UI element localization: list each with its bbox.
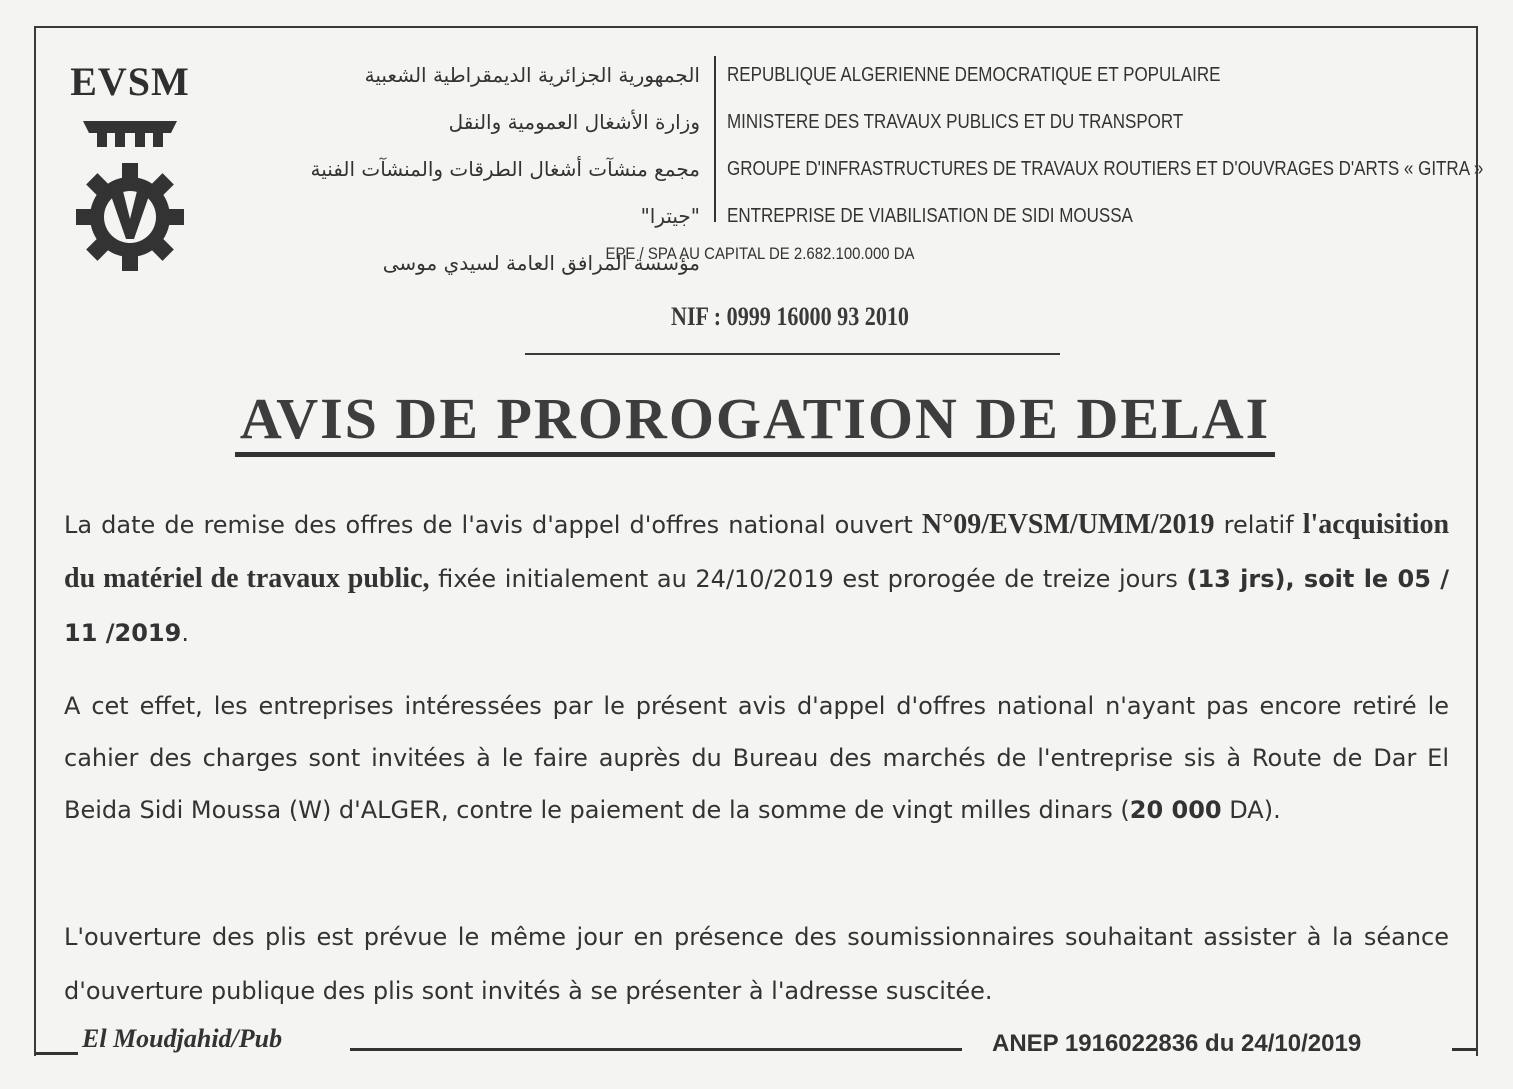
fee-amount: 20 000 — [1129, 796, 1222, 824]
header-rule — [525, 353, 1060, 355]
text: relatif — [1214, 511, 1303, 539]
title-underline — [235, 452, 1275, 457]
evsm-logo — [60, 58, 200, 277]
arabic-line: مؤسسة المرافق العامة لسيدي موسى — [382, 251, 700, 275]
french-header — [727, 52, 1484, 240]
text: DA). — [1221, 796, 1281, 824]
header-divider — [714, 56, 716, 222]
text: A cet effet, les entreprises intéressées par le présent avis d'appel d'offres national n'ayant pas encore retiré le cahier des charges sont invitées à le faire auprès du Bureau des marchés de l'entreprise sis à Route de Dar El Beida Sidi Moussa (W) d'ALGER, contre le paiement de la somme de vingt milles dinars ( — [64, 692, 1449, 824]
french-line: ENTREPRISE DE VIABILISATION DE SIDI MOUSSA — [727, 205, 1133, 227]
paragraph-withdrawal — [64, 680, 1449, 836]
footer-rule — [36, 1052, 78, 1055]
paragraph-deadline — [64, 498, 1449, 660]
french-line: MINISTERE DES TRAVAUX PUBLICS ET DU TRANSPORT — [727, 111, 1184, 133]
notice-title: AVIS DE PROROGATION DE DELAI — [239, 386, 1271, 451]
arabic-line: الجمهورية الجزائرية الديمقراطية الشعبية — [364, 63, 700, 87]
publication-source: El Moudjahid/Pub — [82, 1024, 283, 1053]
text: La date de remise des offres de l'avis d'appel d'offres national ouvert — [64, 511, 922, 539]
footer-rule — [1452, 1048, 1476, 1051]
company-capital: EPE / SPA AU CAPITAL DE 2.682.100.000 DA — [605, 244, 915, 263]
footer-rule — [350, 1048, 962, 1051]
french-line: REPUBLIQUE ALGERIENNE DEMOCRATIQUE ET POPULAIRE — [727, 64, 1221, 86]
anep-reference: ANEP 1916022836 du 24/10/2019 — [992, 1030, 1362, 1057]
paragraph-opening: L'ouverture des plis est prévue le même jour en présence des soumissionnaires souhaitant assister à la séance d'ouverture publique des plis sont invités à se présenter à l'adresse suscitée. — [64, 923, 1449, 1005]
arabic-line: وزارة الأشغال العمومية والنقل — [448, 110, 700, 134]
arabic-line: مجمع منشآت أشغال الطرقات والمنشآت الفنية "جيترا" — [310, 157, 700, 228]
text: . — [181, 619, 189, 647]
extension-date: (13 jrs), soit le 05 / 11 /2019 — [64, 565, 1449, 647]
gear-emblem-icon — [75, 117, 185, 277]
tender-subject: l'acquisition du matériel de travaux public, — [64, 509, 1450, 594]
logo-text: EVSM — [70, 59, 190, 104]
text: fixée initialement au 24/10/2019 est prorogée de treize jours — [429, 565, 1187, 593]
french-line: GROUPE D'INFRASTRUCTURES DE TRAVAUX ROUTIERS ET D'OUVRAGES D'ARTS « GITRA » — [727, 158, 1484, 180]
tender-reference: N°09/EVSM/UMM/2019 — [921, 509, 1215, 540]
nif-number: NIF : 0999 16000 93 2010 — [671, 302, 909, 331]
